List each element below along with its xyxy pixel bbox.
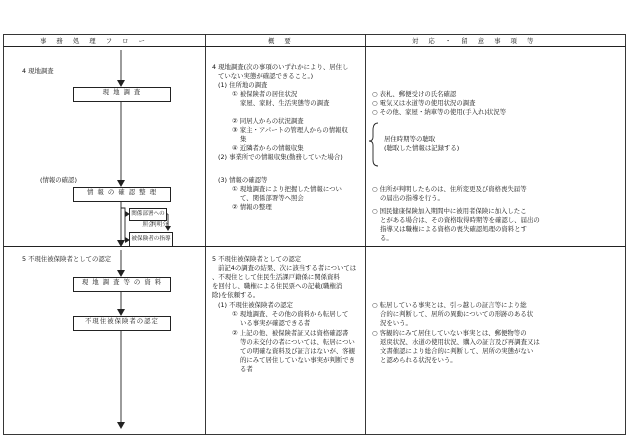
overview-3-1b: て、関係部署等へ照会 [240,194,304,202]
overview-5-e: 除)を依頼する。 [212,291,260,299]
header-notes: 対 応 ・ 留 意 事 項 等 [412,37,538,45]
overview-5-1: (1) 不現住被保険者の認定 [218,301,293,309]
box-info-confirm: 情 報 の 確 認 整 理 [73,187,171,202]
overview-3-1a: ① 現地調査により把握した情報につい [232,185,342,193]
overview-4-b: ていない実態が確認できること。) [218,72,314,80]
note-4b: (聴取した情報は記録する) [384,144,460,152]
overview-5-d: を回付し、職権による住民票への記載(職権消 [212,282,343,290]
overview-1-3b: 集 [240,135,247,143]
note-5b: の届出の指導を行う。 [380,194,444,202]
overview-1-4: ④ 近隣者からの情報収集 [232,144,304,152]
overview-3: (3) 情報の確認等 [218,176,268,184]
overview-1-2: ② 同居人からの状況調査 [232,117,304,125]
overview-1-3a: ③ 家主・アパートの管理人からの情報収 [232,126,348,134]
note-6c: 指導又は職権による資格の喪失確認処理の資料とす [380,225,527,233]
overview-5-1-1a: ① 現地調査、その他の資料から転居して [232,310,349,318]
overview-5-1-1b: いる事実が確認できる者 [240,319,311,327]
overview-5-b: 前記4の調査の結果、次に該当する者については [218,264,357,272]
overview-4-a: 4 現地調査(次の事項のいずれかにより、居住し [212,63,349,71]
note-2: ○ 電気又は水道等の使用状況の調査 [372,99,476,107]
note-4a: 居住時期等の聴取 [384,135,436,143]
overview-5-c: 、不現住として住民生活課戸籍係に関係資料 [212,273,340,281]
note-5a: ○ 住所が判明したものは、住所変更及び資格喪失届等 [372,185,527,193]
note-8a: ○ 客観的にみて居住していない事実とは、郵便物等の [372,329,527,337]
overview-5-1-2b: 等の未交付の者については、転居につい [240,338,355,346]
note-6a: ○ 国民健康保険加入期間中に被用者保険に加入したこ [372,207,527,215]
overview-1-1: ① 被保険者の居住状況 [232,90,298,98]
note-8c: 文書催認により総合的に判断して、居所の実態がない [380,347,534,355]
note-6b: とがある場合は、その資格取得時期等を確認し、届出の [380,216,540,224]
overview-5-1-2e: る者 [240,365,253,373]
overview-5-1-2c: ての明確な資料及び証言はないが、客観 [240,347,356,355]
overview-5-1-2d: 的にみて居住していない事実が判断でき [240,356,356,364]
note-8b: 返戻状況、水道の使用状況、購入の証言及び再調査又は [380,338,540,346]
overview-3-2: ② 情報の整理 [232,203,272,211]
section-4-title: 4 現地調査 [22,67,54,75]
overview-1: (1) 住所地の調査 [218,81,268,89]
header-flow: 事 務 処 理 フ ロ ー [40,37,149,45]
overview-1-1b: 家屋、家財、生活実態等の調査 [240,99,330,107]
overview-2: (2) 事業所での情報収集(勤務していた場合) [218,153,343,161]
box-insured-guidance: 被保険者の指導 [129,232,173,247]
branch-found-label: 判明分 [151,222,168,228]
note-6d: る。 [380,234,393,242]
box-nonresident-certify: 不現住被保険者の認定 [73,316,171,331]
overview-5-1-2a: ② 上記の他、被保険者証又は資格確認書 [232,329,349,337]
note-7c: 況をいう。 [380,319,412,327]
box-survey-docs: 現 地 調 査 等 の 資 料 [73,277,171,292]
overview-5-a: 5 不現住被保険者としての認定 [212,255,302,263]
note-3: ○ その他、家屋・納車等の使用(手入れ)状況等 [372,108,507,116]
note-8d: と認められる状況をいう。 [380,356,457,364]
box-field-survey: 現 地 調 査 [73,87,171,102]
confirm-label: (情報の確認) [40,176,77,184]
section-5-title: 5 不現住被保険者としての認定 [22,255,112,263]
note-7b: 合的に判断して、居所の異動についての形跡のある状 [380,310,534,318]
header-overview: 概 要 [268,37,295,45]
note-1: ○ 表札、郵便受けの氏名確認 [372,90,457,98]
note-7a: ○ 転居している事実とは、引っ越しの証言等により総 [372,301,527,309]
box-dept-inquiry: 関係部署への照会 [129,208,167,221]
